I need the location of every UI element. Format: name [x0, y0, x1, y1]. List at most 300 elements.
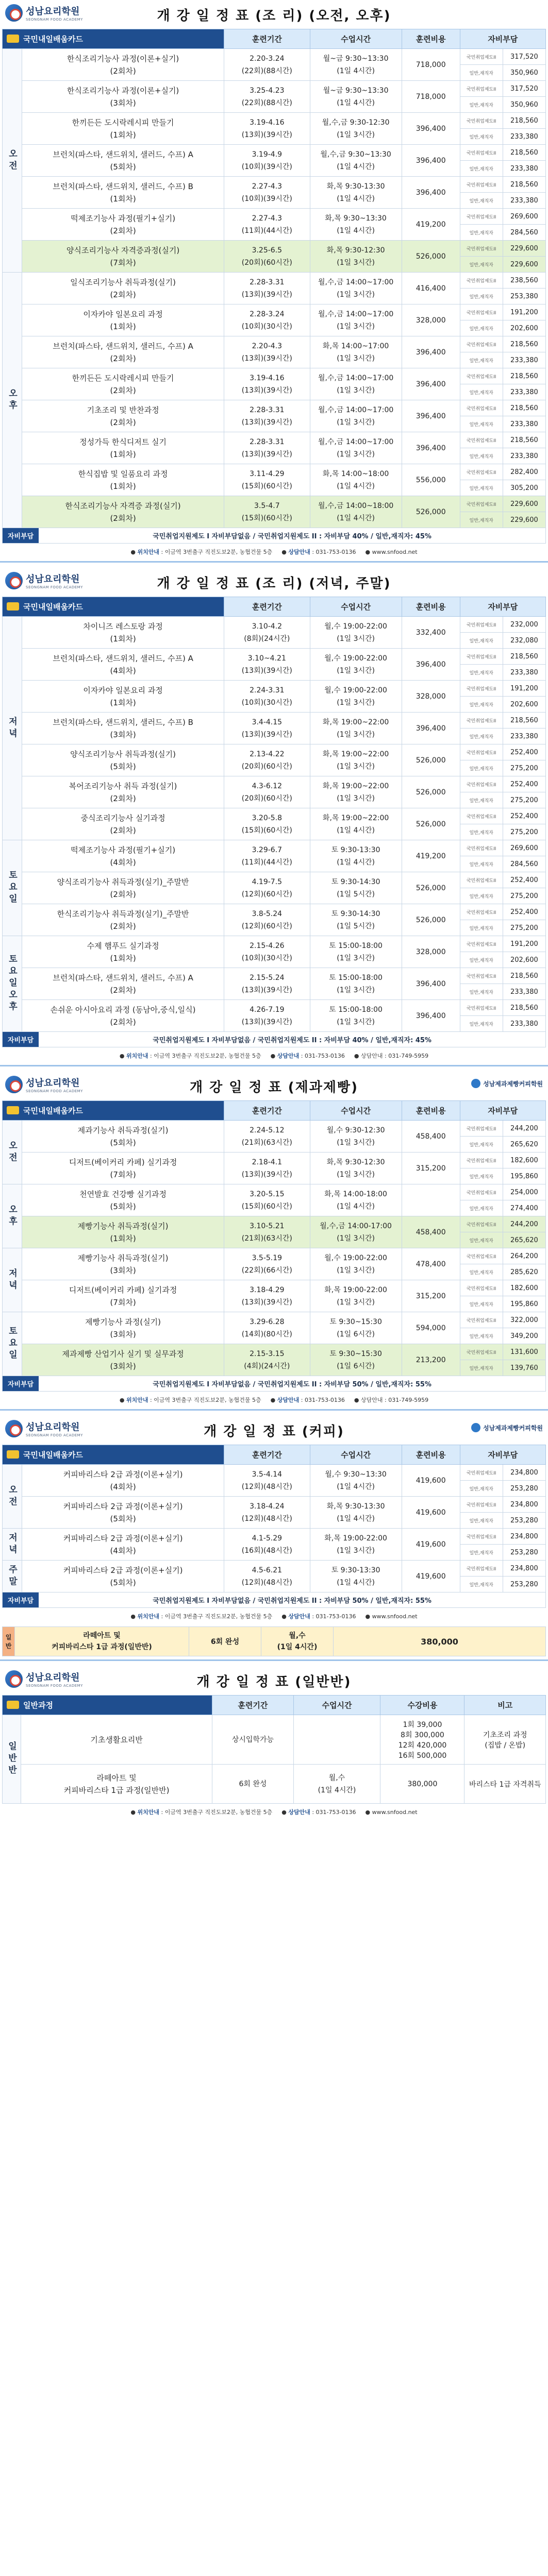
- term-dates: 2.24-5.12: [250, 1126, 285, 1134]
- course-title: 제빵기능사 취득과정(실기): [77, 1221, 169, 1231]
- copay-value: 275,200: [503, 888, 545, 904]
- training-period: [224, 113, 310, 145]
- course-row[interactable]: [3, 617, 546, 633]
- training-fee: 396,400: [402, 400, 460, 432]
- course-round: (5회차): [110, 761, 136, 771]
- course-name[interactable]: [22, 81, 224, 113]
- training-fee: 419,600: [402, 1465, 460, 1497]
- copay-value: 252,400: [503, 872, 545, 888]
- title-bar: [0, 0, 548, 29]
- card-type-label: 국민내일배움카드: [23, 602, 83, 612]
- term-dates: 2.24-3.31: [250, 686, 285, 694]
- column-header: 훈련비용: [402, 597, 460, 617]
- copay-label: 국민취업제도II: [460, 49, 503, 65]
- class-hours: (1일 5시간): [337, 890, 375, 899]
- training-period: 6회 완성: [212, 1765, 293, 1804]
- copay-value: 218,560: [503, 113, 545, 129]
- course-round: (2회차): [110, 226, 136, 235]
- training-period: [224, 145, 310, 177]
- course-name[interactable]: [22, 496, 224, 528]
- course-name[interactable]: [22, 617, 224, 649]
- class-days: 월,수: [328, 1773, 345, 1782]
- schedule-title: 개 강 일 정 표 (제과제빵): [189, 1079, 359, 1095]
- copay-label: 일반,재직자: [460, 1481, 503, 1497]
- copay-value: 233,380: [503, 193, 545, 209]
- period-label: 오후: [3, 273, 22, 528]
- course-row[interactable]: [3, 177, 546, 193]
- website-info[interactable]: ● www.snfood.net: [365, 548, 418, 555]
- course-name[interactable]: [22, 1248, 224, 1280]
- training-fee: 526,000: [402, 496, 460, 528]
- course-row[interactable]: [3, 336, 546, 352]
- logo-subtitle: SEONGNAM FOOD ACADEMY: [26, 1684, 83, 1688]
- class-time: [310, 649, 402, 681]
- course-name[interactable]: [22, 1184, 224, 1216]
- course-title: 떡제조기능사 과정(필기+실기): [71, 845, 176, 855]
- term-dates: 3.29-6.7: [252, 845, 283, 854]
- term-dates: 2.28-3.31: [250, 437, 285, 446]
- period-label: 일반반: [3, 1715, 21, 1804]
- copay-value: 350,960: [503, 65, 545, 81]
- class-days: 토 9:30~15:30: [329, 1349, 382, 1358]
- training-period: [224, 304, 310, 336]
- copay-label: 국민취업제도II: [460, 496, 503, 512]
- class-hours: (1일 3시간): [337, 450, 375, 459]
- training-period: [224, 1280, 310, 1312]
- address-info: ● 위치안내 : 이금역 3번출구 직진도보2분, 농협건물 5층: [119, 1053, 261, 1059]
- course-round: (1회차): [110, 1233, 136, 1243]
- class-days: 화,목 9:30-12:30: [326, 246, 385, 255]
- copay-value: 233,380: [503, 448, 545, 464]
- copay-value: 317,520: [503, 49, 545, 65]
- copay-value: 349,200: [503, 1328, 545, 1344]
- course-row[interactable]: [3, 432, 546, 448]
- general-row[interactable]: [3, 1765, 546, 1804]
- class-days: 토 15:00-18:00: [329, 1005, 383, 1014]
- course-title: 브런치(파스타, 샌드위치, 샐러드, 수프) A: [53, 973, 193, 982]
- class-days: 화,목 19:00~22:00: [322, 718, 389, 726]
- class-days: 월,수,금 9:30-12:30: [322, 118, 390, 127]
- copay-label: 일반,재직자: [460, 97, 503, 113]
- schedule-section: [0, 568, 548, 1066]
- training-period: [224, 273, 310, 304]
- course-row[interactable]: [3, 1121, 546, 1137]
- copay-label: 국민취업제도II: [460, 368, 503, 384]
- training-period: [224, 776, 310, 808]
- schedule-section: [0, 1416, 548, 1661]
- course-row[interactable]: [3, 904, 546, 920]
- term-dates: 3.25-6.5: [252, 246, 283, 255]
- course-name[interactable]: [22, 209, 224, 241]
- course-name[interactable]: [21, 1715, 212, 1765]
- course-row[interactable]: [3, 840, 546, 856]
- copay-footer-text: 국민취업지원제도 I 자비부담없음 / 국민취업지원제도 II : 자비부담 40% / 일반,재직자: 45%: [153, 1037, 431, 1044]
- course-row[interactable]: [3, 241, 546, 257]
- copay-label: 일반,재직자: [460, 1016, 503, 1032]
- course-round: (3회차): [110, 730, 136, 739]
- course-title: 손쉬운 아시아요리 과정 (동남아,중식,일식): [50, 1005, 196, 1014]
- course-row[interactable]: [3, 1216, 546, 1232]
- note-line: 바리스타 1급 자격취득: [469, 1780, 541, 1789]
- copay-label: 일반,재직자: [460, 1168, 503, 1184]
- copay-label: 국민취업제도II: [460, 904, 503, 920]
- class-days: 화,목 19:00-22:00: [324, 1285, 387, 1294]
- course-row[interactable]: [3, 1312, 546, 1328]
- course-name[interactable]: [22, 1000, 224, 1032]
- course-name[interactable]: [22, 1216, 224, 1248]
- copay-value: 253,280: [503, 1481, 545, 1497]
- bakery-logo: [471, 1423, 543, 1432]
- class-hours: (1일 4시간): [337, 826, 375, 835]
- term-sessions: (21회)(63시간): [241, 1138, 292, 1147]
- course-round: (1회차): [110, 698, 136, 707]
- training-fee: 458,400: [402, 1121, 460, 1153]
- table-header-row: [3, 597, 546, 617]
- course-round: (2회차): [110, 353, 136, 363]
- copay-label: 국민취업제도II: [460, 744, 503, 760]
- course-row[interactable]: [3, 1529, 546, 1545]
- course-row[interactable]: [3, 1153, 546, 1168]
- course-name[interactable]: [22, 336, 224, 368]
- copay-value: 244,200: [503, 1121, 545, 1137]
- logo-name: 성남요리학원: [26, 1078, 80, 1089]
- course-round: (1회차): [110, 321, 136, 331]
- course-name[interactable]: [22, 904, 224, 936]
- course-name[interactable]: [22, 1529, 224, 1561]
- copay-label: 국민취업제도II: [460, 1121, 503, 1137]
- training-period: [224, 681, 310, 713]
- course-row[interactable]: [3, 49, 546, 65]
- course-row[interactable]: [3, 649, 546, 665]
- general-row[interactable]: [3, 1715, 546, 1765]
- course-name[interactable]: [22, 464, 224, 496]
- course-name[interactable]: [22, 872, 224, 904]
- copay-value: 265,620: [503, 1232, 545, 1248]
- course-name[interactable]: [22, 1280, 224, 1312]
- copay-value: 350,960: [503, 97, 545, 113]
- course-name[interactable]: [22, 1153, 224, 1184]
- training-fee: 380,000: [334, 1627, 545, 1656]
- course-name[interactable]: [22, 968, 224, 1000]
- copay-value: 131,600: [503, 1344, 545, 1360]
- course-name[interactable]: [22, 713, 224, 744]
- term-sessions: (13회)(39시간): [241, 986, 292, 994]
- term-sessions: (20회)(60시간): [241, 794, 292, 803]
- course-round: (2회차): [110, 385, 136, 395]
- course-round: (2회차): [110, 793, 136, 803]
- website-info[interactable]: ● www.snfood.net: [365, 1613, 418, 1620]
- address-label: 위치안내: [137, 1613, 159, 1620]
- course-title: 디저트(베이커리 카페) 실기과정: [69, 1285, 177, 1295]
- training-fee: 526,000: [402, 241, 460, 273]
- training-fee: 396,400: [402, 649, 460, 681]
- course-round: (3회차): [110, 98, 136, 108]
- class-days: 화,목 9:30-12:30: [326, 1158, 385, 1166]
- course-name[interactable]: [22, 776, 224, 808]
- course-row[interactable]: [3, 464, 546, 480]
- copay-value: 284,560: [503, 225, 545, 241]
- course-row[interactable]: [3, 145, 546, 161]
- course-name[interactable]: [22, 649, 224, 681]
- class-days: 화,목 14:00-18:00: [324, 1190, 387, 1198]
- course-name[interactable]: [22, 304, 224, 336]
- copay-value: 202,600: [503, 952, 545, 968]
- copay-label: 국민취업제도II: [460, 649, 503, 665]
- course-row[interactable]: [3, 368, 546, 384]
- course-round: (7회차): [110, 258, 136, 267]
- website-info[interactable]: ● 상담안내 : 031-749-5959: [354, 1397, 429, 1403]
- class-hours: (1일 3시간): [337, 1546, 375, 1555]
- table-header-row: [3, 1445, 546, 1465]
- course-row[interactable]: [3, 1248, 546, 1264]
- course-name[interactable]: [22, 177, 224, 209]
- training-period: [224, 177, 310, 209]
- course-title: 이자카야 일본요리 과정: [83, 685, 163, 695]
- class-hours: (1일 4시간): [337, 162, 375, 171]
- period-label: 주말: [3, 1561, 22, 1592]
- copay-label: 일반,재직자: [460, 129, 503, 145]
- bakery-logo-icon: [471, 1423, 480, 1432]
- copay-label: 일반,재직자: [460, 792, 503, 808]
- class-time: [310, 304, 402, 336]
- copay-value: 229,600: [503, 241, 545, 257]
- class-days: 토 9:30-13:30: [331, 845, 380, 854]
- logo-icon: [5, 1670, 23, 1688]
- copay-value: 234,800: [503, 1465, 545, 1481]
- course-row[interactable]: [3, 744, 546, 760]
- address-text: 이금역 3번출구 직진도보2분, 농협건물 5층: [164, 1613, 273, 1620]
- training-fee: 315,200: [402, 1153, 460, 1184]
- copay-value: 139,760: [503, 1360, 545, 1376]
- class-hours: (1일 3시간): [337, 130, 375, 139]
- general-table: [2, 1695, 546, 1804]
- course-name[interactable]: [22, 145, 224, 177]
- course-name[interactable]: [22, 1121, 224, 1153]
- card-type-header: [3, 29, 224, 49]
- class-days: 토 9:30-14:30: [331, 909, 380, 918]
- copay-value: 229,600: [503, 512, 545, 528]
- term-dates: 3.5-4.7: [254, 501, 280, 510]
- course-row[interactable]: [3, 1465, 546, 1481]
- title-bar: [0, 1666, 548, 1695]
- course-row[interactable]: [3, 936, 546, 952]
- term-sessions: (13회)(39시간): [241, 450, 292, 459]
- term-dates: 3.25-4.23: [250, 86, 285, 95]
- address-info: ● 위치안내 : 이금역 3번출구 직진도보2분, 농협건물 5층: [130, 1613, 273, 1620]
- course-name[interactable]: [22, 273, 224, 304]
- training-fee: 396,400: [402, 177, 460, 209]
- class-days: 월,수 19:00-22:00: [324, 622, 387, 631]
- class-hours: (1일 4시간): [337, 194, 375, 203]
- course-type-label: 일반과정: [23, 1701, 53, 1710]
- course-name[interactable]: [22, 1312, 224, 1344]
- training-fee: 396,400: [402, 368, 460, 400]
- course-title: 커피바리스타 2급 과정(이론+실기): [63, 1501, 183, 1511]
- term-dates: 4.3-6.12: [252, 782, 283, 790]
- copay-value: 265,620: [503, 1137, 545, 1153]
- copay-value: 218,560: [503, 968, 545, 984]
- course-name[interactable]: [22, 1344, 224, 1376]
- copay-value: 253,280: [503, 1577, 545, 1592]
- term-dates: 4.26-7.19: [250, 1005, 285, 1014]
- card-icon: [7, 602, 19, 611]
- course-name[interactable]: [22, 368, 224, 400]
- class-days: 월,수 19:00-22:00: [324, 1253, 387, 1262]
- course-row[interactable]: [3, 968, 546, 984]
- class-time: [310, 936, 402, 968]
- website-info[interactable]: ● 상담안내 : 031-749-5959: [354, 1053, 429, 1059]
- course-name[interactable]: [15, 1627, 189, 1656]
- copay-label: 국민취업제도II: [460, 1184, 503, 1200]
- copay-label: 국민취업제도II: [460, 1000, 503, 1016]
- copay-label: 국민취업제도II: [460, 336, 503, 352]
- course-row[interactable]: [3, 776, 546, 792]
- class-hours: (1일 5시간): [337, 922, 375, 930]
- course-title-2: 커피바리스타 1급 과정(일반반): [52, 1643, 152, 1651]
- class-hours: (1일 3시간): [337, 794, 375, 803]
- course-row[interactable]: [3, 1280, 546, 1296]
- fee-line: 16회 500,000: [398, 1751, 447, 1760]
- copay-label: 국민취업제도II: [460, 304, 503, 320]
- course-name[interactable]: [22, 808, 224, 840]
- course-row[interactable]: [3, 713, 546, 728]
- bakery-logo-name: 성남제과제빵커피학원: [483, 1080, 543, 1088]
- training-period: [224, 968, 310, 1000]
- course-name[interactable]: [21, 1765, 212, 1804]
- title-bar: [0, 1072, 548, 1100]
- course-row[interactable]: [3, 1000, 546, 1016]
- course-fee: [380, 1765, 464, 1804]
- training-period: [224, 432, 310, 464]
- term-sessions: (13회)(39시간): [241, 1170, 292, 1179]
- term-dates: 2.27-4.3: [252, 182, 283, 191]
- website-info[interactable]: ● www.snfood.net: [365, 1808, 418, 1816]
- class-days: 토 9:30~15:30: [329, 1317, 382, 1326]
- website-text: www.snfood.net: [372, 548, 418, 555]
- course-row[interactable]: [3, 400, 546, 416]
- class-days: 월,수,금 14:00~17:00: [318, 437, 394, 446]
- course-row[interactable]: [3, 304, 546, 320]
- copay-label: 일반,재직자: [460, 1200, 503, 1216]
- course-name[interactable]: [22, 400, 224, 432]
- copay-footer-text: 국민취업지원제도 I 자비부담없음 / 국민취업지원제도 II : 자비부담 50% / 일반,재직자: 55%: [153, 1381, 431, 1388]
- phone-number: 031-753-0136: [315, 1809, 356, 1816]
- course-name[interactable]: [22, 681, 224, 713]
- phone-label: 상담안내: [288, 549, 310, 555]
- phone-label: 상담안내: [277, 1053, 300, 1059]
- course-row[interactable]: [3, 209, 546, 225]
- course-row[interactable]: [3, 872, 546, 888]
- course-row[interactable]: [3, 113, 546, 129]
- period-label: 토요일: [3, 840, 22, 936]
- course-row[interactable]: [3, 1344, 546, 1360]
- copay-value: 274,400: [503, 1200, 545, 1216]
- class-days: 토 15:00-18:00: [329, 941, 383, 950]
- training-period: [224, 496, 310, 528]
- column-header: 수업시간: [293, 1696, 380, 1715]
- copay-label: 일반,재직자: [460, 728, 503, 744]
- course-name[interactable]: [22, 1465, 224, 1497]
- course-name[interactable]: [22, 113, 224, 145]
- class-days: 월,수,금 14:00-17:00: [320, 1222, 392, 1230]
- fee-line: 8회 300,000: [401, 1731, 444, 1739]
- course-row[interactable]: [3, 81, 546, 97]
- course-name[interactable]: [22, 49, 224, 81]
- term-sessions: (13회)(39시간): [241, 418, 292, 427]
- copay-label: 일반,재직자: [460, 1232, 503, 1248]
- copay-value: 317,520: [503, 81, 545, 97]
- training-fee: 526,000: [402, 808, 460, 840]
- course-note: [464, 1765, 546, 1804]
- course-row[interactable]: [3, 1561, 546, 1577]
- term-dates: 2.28-3.31: [250, 278, 285, 286]
- course-round: (3회차): [110, 1265, 136, 1275]
- course-type-icon: [7, 1701, 19, 1709]
- training-period: [224, 1312, 310, 1344]
- course-row[interactable]: [3, 808, 546, 824]
- term-dates: 2.28-3.31: [250, 405, 285, 414]
- course-round: (2회차): [110, 921, 136, 931]
- class-days: 월,수,금 14:00~17:00: [318, 278, 394, 286]
- course-text: [52, 1630, 152, 1653]
- course-name[interactable]: [22, 1561, 224, 1592]
- class-time: [310, 432, 402, 464]
- address-info: ● 위치안내 : 이금역 3번출구 직진도보2분, 농협건물 5층: [130, 549, 273, 555]
- course-row[interactable]: [3, 496, 546, 512]
- course-name[interactable]: [22, 1497, 224, 1529]
- course-name[interactable]: [22, 241, 224, 273]
- general-coffee-row[interactable]: [2, 1626, 546, 1656]
- course-title: 한식조리기능사 과정(이론+실기): [67, 54, 179, 63]
- note-line: 기초조리 과정: [483, 1731, 527, 1739]
- copay-value: 269,600: [503, 840, 545, 856]
- class-time: [310, 81, 402, 113]
- term-dates: 2.20-3.24: [250, 54, 285, 63]
- course-row[interactable]: [3, 1184, 546, 1200]
- period-label: 토요일: [3, 1312, 22, 1376]
- copay-value: 218,560: [503, 1000, 545, 1016]
- phone-info: ● 상담안내 : 031-753-0136: [281, 549, 356, 555]
- course-row[interactable]: [3, 273, 546, 289]
- course-name[interactable]: [22, 936, 224, 968]
- column-header: 자비부담: [460, 29, 545, 49]
- copay-label: 일반,재직자: [460, 480, 503, 496]
- logo-name: 성남요리학원: [26, 1422, 80, 1433]
- fee-line: 1회 39,000: [403, 1720, 442, 1729]
- term-dates: 4.19-7.5: [252, 877, 283, 886]
- course-row[interactable]: [3, 1497, 546, 1513]
- class-time: [310, 1000, 402, 1032]
- copay-value: 218,560: [503, 145, 545, 161]
- column-header: 수업시간: [310, 29, 402, 49]
- course-row[interactable]: [3, 681, 546, 697]
- course-title: 브런치(파스타, 샌드위치, 샐러드, 수프) A: [53, 341, 193, 351]
- term-sessions: (10회)(30시간): [241, 954, 292, 962]
- course-round: (2회차): [110, 825, 136, 835]
- copay-label: 국민취업제도II: [460, 209, 503, 225]
- training-fee: 315,200: [402, 1280, 460, 1312]
- class-days: 월,수 19:00-22:00: [324, 686, 387, 694]
- course-name[interactable]: [22, 432, 224, 464]
- class-time: [261, 1627, 334, 1656]
- course-name[interactable]: [22, 840, 224, 872]
- logo-icon: [5, 1076, 23, 1093]
- schedule-table: [2, 29, 546, 528]
- course-note: [464, 1715, 546, 1765]
- class-days: 월,수 19:00-22:00: [324, 654, 387, 663]
- course-name[interactable]: [22, 744, 224, 776]
- course-title: 라떼아트 및: [96, 1773, 137, 1783]
